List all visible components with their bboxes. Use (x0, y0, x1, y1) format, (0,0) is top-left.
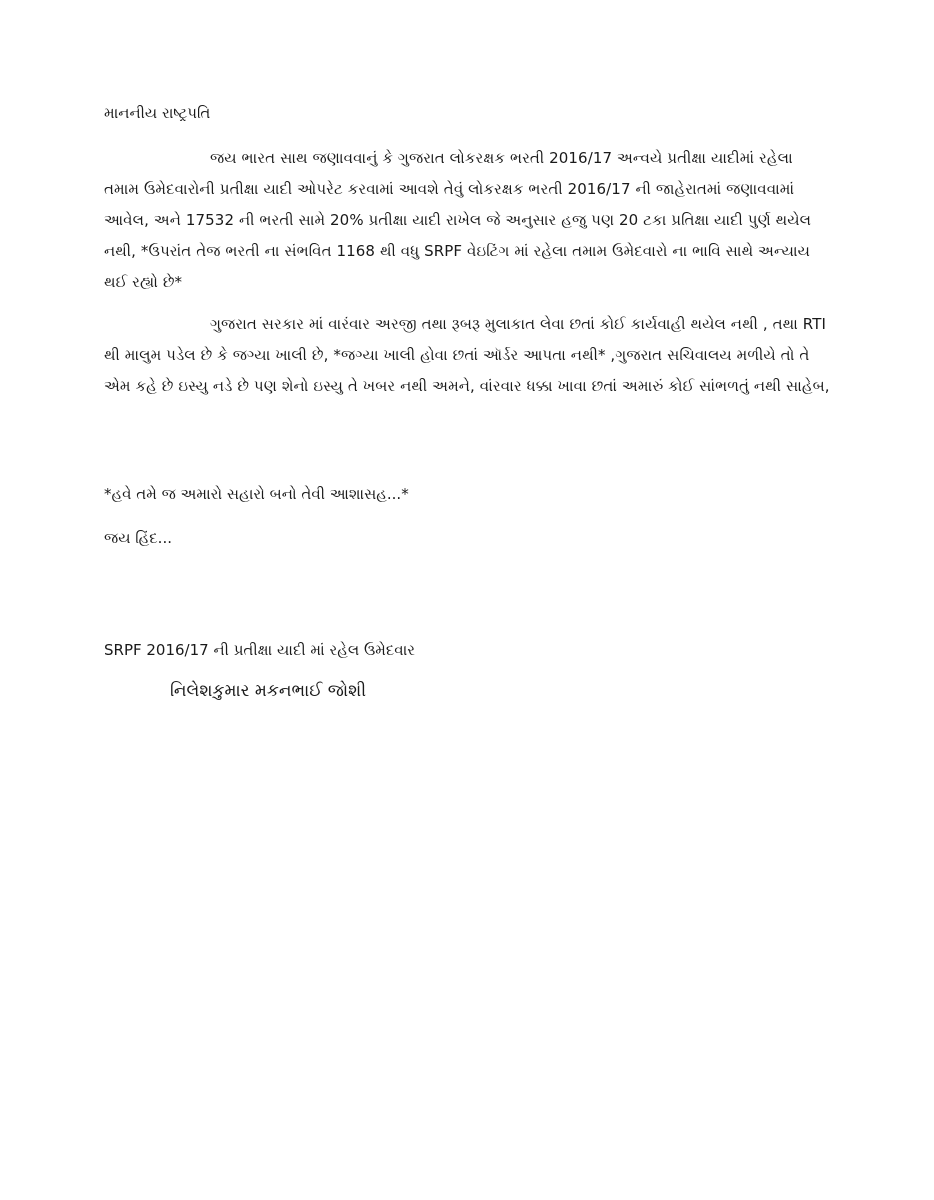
sender-role: SRPF 2016/17 ની પ્રતીક્ષા યાદી માં રહેલ ઉમેદવાર (104, 641, 416, 659)
appeal-line: *હવે તમે જ અમારો સહારો બનો તેવી આશાસહ...* (104, 485, 409, 503)
letter-paragraph-2: ગુજરાત સરકાર માં વારંવાર અરજી તથા રૂબરૂ મુલાકાત લેવા છતાં કોઈ કાર્યવાહી થયેલ નથી , તથા RTI થી માલુમ પડેલ છે કે જગ્યા ખાલી છે, *જગ્યા ખાલી હોવા છતાં ઑર્ડર આપતા નથી* ,ગુજરાત સચિવાલય મળીયે તો તે એમ કહે છે ઇસ્યુ નડે છે પણ શેનો ઇસ્યુ તે ખબર નથી અમને, વાંરવાર ધક્કા ખાવા છતાં અમારું કોઈ સાંભળતું નથી સાહેબ, (104, 315, 830, 395)
sender-name: નિલેશકુમાર મકનભાઈ જોશી (170, 681, 367, 701)
letter-paragraph-1: જય ભારત સાથ જણાવવાનું કે ગુજરાત લોકરક્ષક ભરતી 2016/17 અન્વયે પ્રતીક્ષા યાદીમાં રહેલા તમામ ઉમેદવારોની પ્રતીક્ષા યાદી ઓપરેટ કરવામાં આવશે તેવું લોકરક્ષક ભરતી 2016/17 ની જાહેરાતમાં જણાવવામાં આવેલ, અને 17532 ની ભરતી સામે 20% પ્રતીક્ષા યાદી રાખેલ જે અનુસાર હજુ પણ 20 ટકા પ્રતિક્ષા યાદી પુર્ણ થયેલ નથી, *ઉપરાંત તેજ ભરતી ના સંભવિત 1168 થી વધુ SRPF વેઇટિંગ માં રહેલા તમામ ઉમેદવારો ના ભાવિ સાથે અન્યાય થઈ રહ્યો છે* (104, 149, 812, 291)
closing-greeting: જય હિંદ... (104, 529, 172, 547)
salutation: માનનીય રાષ્ટ્રપતિ (104, 104, 211, 122)
